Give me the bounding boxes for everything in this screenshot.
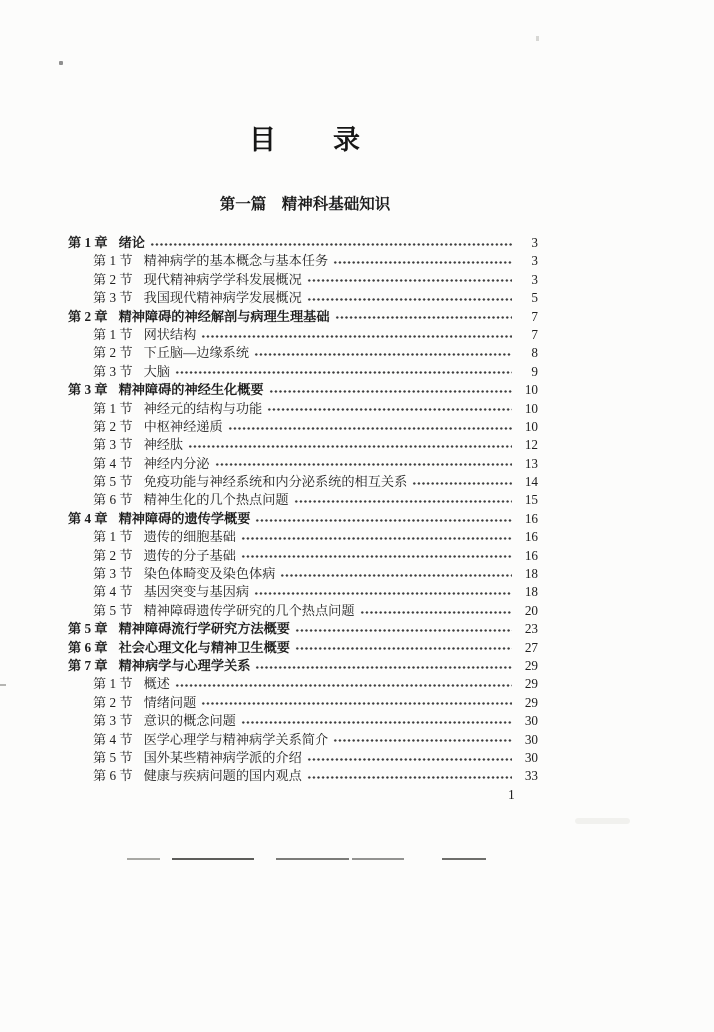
toc-entry-page: 23 bbox=[524, 621, 538, 637]
toc-entry-page: 30 bbox=[524, 731, 538, 747]
toc-entry-label: 第 4 节 bbox=[93, 584, 133, 600]
toc-entry-page: 29 bbox=[524, 657, 538, 673]
toc-entry-title: 精神障碍流行学研究方法概要 bbox=[118, 621, 290, 637]
dot-leader bbox=[295, 642, 512, 655]
toc-entry-page: 9 bbox=[531, 363, 538, 379]
toc-entry-page: 10 bbox=[524, 382, 538, 398]
toc-entry-page: 27 bbox=[524, 639, 538, 655]
toc-entry-page: 3 bbox=[531, 253, 538, 269]
toc-entry-page: 30 bbox=[524, 713, 538, 729]
toc-row bbox=[68, 473, 538, 491]
toc-entry-title: 神经元的结构与功能 bbox=[143, 400, 263, 416]
toc-row bbox=[68, 326, 538, 344]
toc-entry-label: 第 5 节 bbox=[93, 749, 133, 765]
dot-leader bbox=[307, 274, 512, 287]
toc-row bbox=[68, 749, 538, 767]
dot-leader bbox=[228, 422, 512, 435]
toc-row bbox=[68, 491, 538, 509]
toc-entry-title: 意识的概念问题 bbox=[143, 713, 236, 729]
toc-entry-label: 第 4 节 bbox=[93, 731, 133, 747]
dot-leader bbox=[255, 661, 512, 674]
dot-leader bbox=[307, 771, 512, 784]
dot-leader bbox=[294, 495, 512, 508]
toc-entry-page: 20 bbox=[524, 602, 538, 618]
toc-entry-label: 第 3 章 bbox=[68, 382, 108, 398]
toc-entry-label: 第 2 节 bbox=[93, 418, 133, 434]
toc-entry-page: 18 bbox=[524, 566, 538, 582]
toc-entry-page: 16 bbox=[524, 529, 538, 545]
toc-entry-title: 染色体畸变及染色体病 bbox=[143, 566, 276, 582]
toc-row bbox=[68, 381, 538, 399]
toc-entry-title: 现代精神病学学科发展概况 bbox=[143, 271, 302, 287]
scan-speck bbox=[536, 36, 539, 41]
toc-entry-label: 第 2 章 bbox=[68, 308, 108, 324]
part-heading: 第一篇 精神科基础知识 bbox=[219, 196, 391, 213]
toc-row bbox=[68, 528, 538, 546]
toc-entry-page: 33 bbox=[524, 768, 538, 784]
toc-entry-title: 遗传的细胞基础 bbox=[143, 529, 236, 545]
toc-entry-label: 第 5 节 bbox=[93, 474, 133, 490]
dot-leader bbox=[360, 606, 512, 619]
toc-entry-title: 中枢神经递质 bbox=[143, 418, 223, 434]
toc-row bbox=[68, 271, 538, 289]
scan-edge-line bbox=[352, 858, 404, 860]
toc-entry-label: 第 4 章 bbox=[68, 510, 108, 526]
toc-row bbox=[68, 767, 538, 785]
toc-entry-page: 10 bbox=[524, 418, 538, 434]
toc-row bbox=[68, 712, 538, 730]
toc-entry-page: 16 bbox=[524, 547, 538, 563]
dot-leader bbox=[255, 514, 512, 527]
scan-speck bbox=[59, 61, 63, 65]
toc-row bbox=[68, 731, 538, 749]
toc-row bbox=[68, 675, 538, 693]
dot-leader bbox=[295, 624, 512, 637]
dot-leader bbox=[201, 697, 512, 710]
dot-leader bbox=[241, 532, 512, 545]
footer-page-number: 1 bbox=[508, 787, 515, 802]
toc-row bbox=[68, 583, 538, 601]
page-title: 目 录 bbox=[249, 125, 361, 155]
toc-entry-label: 第 2 节 bbox=[93, 547, 133, 563]
toc-entry-page: 7 bbox=[531, 308, 538, 324]
dot-leader bbox=[254, 348, 512, 361]
dot-leader bbox=[175, 679, 512, 692]
toc-entry-page: 13 bbox=[524, 455, 538, 471]
dot-leader bbox=[335, 311, 512, 324]
toc-entry-title: 精神障碍遗传学研究的几个热点问题 bbox=[143, 602, 355, 618]
toc-entry-label: 第 3 节 bbox=[93, 713, 133, 729]
toc-entry-label: 第 6 节 bbox=[93, 768, 133, 784]
toc-entry-label: 第 1 节 bbox=[93, 253, 133, 269]
dot-leader bbox=[188, 440, 512, 453]
toc-entry-page: 14 bbox=[524, 474, 538, 490]
toc-entry-label: 第 3 节 bbox=[93, 363, 133, 379]
toc-row bbox=[68, 455, 538, 473]
toc-row bbox=[68, 510, 538, 528]
toc-entry-label: 第 6 章 bbox=[68, 639, 108, 655]
dot-leader bbox=[269, 385, 512, 398]
toc-entry-title: 社会心理文化与精神卫生概要 bbox=[118, 639, 290, 655]
toc-row bbox=[68, 565, 538, 583]
toc-row bbox=[68, 400, 538, 418]
toc-entry-title: 神经肽 bbox=[143, 437, 184, 453]
toc-entry-title: 我国现代精神病学发展概况 bbox=[143, 290, 302, 306]
toc-entry-page: 30 bbox=[524, 749, 538, 765]
toc-entry-page: 29 bbox=[524, 676, 538, 692]
toc-row bbox=[68, 436, 538, 454]
dot-leader bbox=[307, 293, 512, 306]
toc-entry-label: 第 2 节 bbox=[93, 345, 133, 361]
toc-entry-title: 精神障碍的神经生化概要 bbox=[118, 382, 264, 398]
toc-entry-label: 第 3 节 bbox=[93, 290, 133, 306]
toc-entry-title: 精神障碍的神经解剖与病理生理基础 bbox=[118, 308, 330, 324]
toc-row bbox=[68, 694, 538, 712]
toc-entry-label: 第 7 章 bbox=[68, 657, 108, 673]
dot-leader bbox=[267, 403, 512, 416]
toc-entry-page: 12 bbox=[524, 437, 538, 453]
scan-edge-line bbox=[442, 858, 486, 860]
scan-edge-line bbox=[276, 858, 349, 860]
toc-entry-page: 7 bbox=[531, 326, 538, 342]
scan-edge-line bbox=[127, 858, 160, 860]
toc-entry-page: 18 bbox=[524, 584, 538, 600]
dot-leader bbox=[412, 477, 512, 490]
toc-entry-page: 29 bbox=[524, 694, 538, 710]
toc-entry-page: 8 bbox=[531, 345, 538, 361]
toc-entry-label: 第 1 节 bbox=[93, 529, 133, 545]
toc-entry-title: 遗传的分子基础 bbox=[143, 547, 236, 563]
toc-entry-title: 国外某些精神病学派的介绍 bbox=[143, 749, 302, 765]
toc-entry-label: 第 1 节 bbox=[93, 676, 133, 692]
dot-leader bbox=[175, 366, 512, 379]
toc-entry-title: 精神病学与心理学关系 bbox=[118, 657, 251, 673]
dot-leader bbox=[241, 716, 512, 729]
toc-row bbox=[68, 418, 538, 436]
toc-entry-title: 神经内分泌 bbox=[143, 455, 210, 471]
toc-row bbox=[68, 620, 538, 638]
dot-leader bbox=[333, 734, 512, 747]
toc-row bbox=[68, 657, 538, 675]
toc-entry-title: 绪论 bbox=[118, 235, 145, 250]
toc-row bbox=[68, 252, 538, 270]
toc-entry-title: 大脑 bbox=[143, 363, 170, 379]
toc-entry-title: 情绪问题 bbox=[143, 694, 197, 710]
toc-entry-label: 第 1 节 bbox=[93, 326, 133, 342]
toc-row bbox=[68, 234, 538, 252]
toc-entry-title: 基因突变与基因病 bbox=[143, 584, 250, 600]
scan-speck bbox=[0, 684, 6, 686]
toc-entry-title: 健康与疾病问题的国内观点 bbox=[143, 768, 302, 784]
toc-entry-title: 精神病学的基本概念与基本任务 bbox=[143, 253, 329, 269]
toc-row bbox=[68, 547, 538, 565]
toc-entry-page: 16 bbox=[524, 510, 538, 526]
toc-entry-label: 第 1 节 bbox=[93, 400, 133, 416]
dot-leader bbox=[333, 256, 512, 269]
toc-row bbox=[68, 639, 538, 657]
toc-entry-page: 3 bbox=[531, 271, 538, 287]
scan-edge-line bbox=[172, 858, 254, 860]
dot-leader bbox=[201, 330, 512, 343]
toc-entry-title: 免疫功能与神经系统和内分泌系统的相互关系 bbox=[143, 474, 408, 490]
toc-row bbox=[68, 344, 538, 362]
toc-row bbox=[68, 289, 538, 307]
toc-entry-title: 医学心理学与精神病学关系简介 bbox=[143, 731, 329, 747]
dot-leader bbox=[241, 550, 512, 563]
dot-leader bbox=[215, 458, 513, 471]
toc-entry-page: 3 bbox=[531, 235, 538, 250]
toc-entry-label: 第 5 节 bbox=[93, 602, 133, 618]
toc-entry-title: 概述 bbox=[143, 676, 170, 692]
toc-entry-title: 下丘脑—边缘系统 bbox=[143, 345, 250, 361]
toc-entry-title: 精神障碍的遗传学概要 bbox=[118, 510, 251, 526]
toc-row bbox=[68, 363, 538, 381]
dot-leader bbox=[254, 587, 512, 600]
toc-entry-label: 第 4 节 bbox=[93, 455, 133, 471]
toc-entry-label: 第 3 节 bbox=[93, 566, 133, 582]
toc-entry-page: 5 bbox=[531, 290, 538, 306]
toc-entry-label: 第 1 章 bbox=[68, 235, 108, 250]
dot-leader bbox=[307, 753, 512, 766]
dot-leader bbox=[280, 569, 512, 582]
toc-entry-label: 第 2 节 bbox=[93, 694, 133, 710]
toc-entry-label: 第 5 章 bbox=[68, 621, 108, 637]
toc-entry-page: 15 bbox=[524, 492, 538, 508]
toc-entry-label: 第 3 节 bbox=[93, 437, 133, 453]
toc-row bbox=[68, 602, 538, 620]
toc-entry-title: 精神生化的几个热点问题 bbox=[143, 492, 289, 508]
dot-leader bbox=[150, 238, 512, 251]
scan-smudge bbox=[575, 818, 630, 824]
toc-entry-label: 第 6 节 bbox=[93, 492, 133, 508]
table-of-contents bbox=[68, 234, 538, 786]
toc-row bbox=[68, 308, 538, 326]
toc-entry-page: 10 bbox=[524, 400, 538, 416]
toc-entry-title: 网状结构 bbox=[143, 326, 197, 342]
toc-entry-label: 第 2 节 bbox=[93, 271, 133, 287]
